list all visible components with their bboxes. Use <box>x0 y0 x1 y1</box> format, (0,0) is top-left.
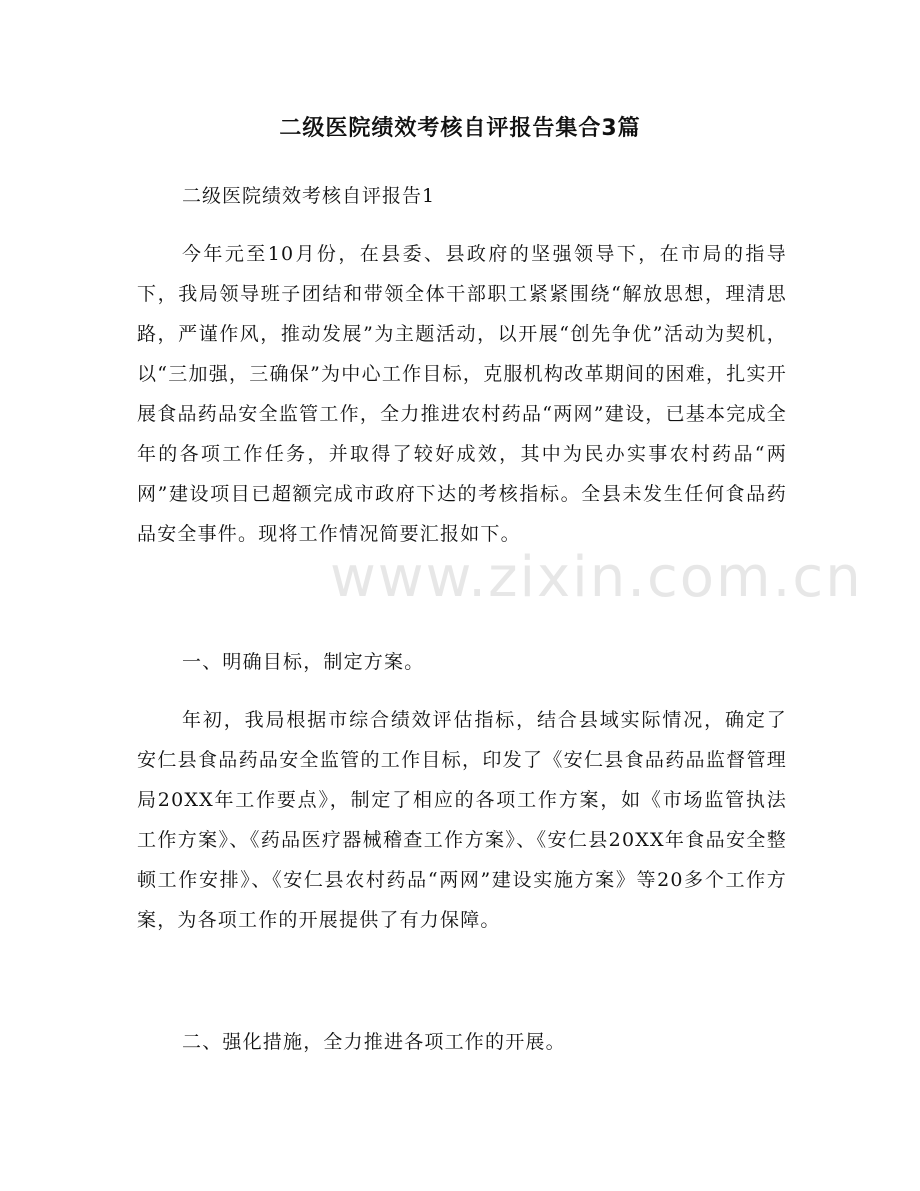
section-heading-1: 一、明确目标，制定方案。 <box>182 651 425 673</box>
paragraph-intro: 今年元至10月份，在县委、县政府的坚强领导下，在市局的指导下，我局领导班子团结和带领全体干部职工紧紧围绕“解放思想，理清思路，严谨作风，推动发展”为主题活动，以开展“创先争优”活动为契机，以“三加强，三确保”为中心工作目标，克服机构改革期间的困难，扎实开展食品药品安全监管工作，全力推进农村药品“两网”建设，已基本完成全年的各项工作任务，并取得了较好成效，其中为民办实事农村药品“两网”建设项目已超额完成市政府下达的考核指标。全县未发生任何食品药品安全事件。现将工作情况简要汇报如下。 <box>137 243 787 545</box>
report-subtitle: 二级医院绩效考核自评报告1 <box>182 185 436 207</box>
document-title: 二级医院绩效考核自评报告集合3篇 <box>279 116 641 141</box>
watermark: www.zixin.com.cn <box>330 545 863 610</box>
section-heading-2: 二、强化措施，全力推进各项工作的开展。 <box>182 1031 566 1053</box>
paragraph-section-1: 年初，我局根据市综合绩效评估指标，结合县域实际情况，确定了安仁县食品药品安全监管的工作目标，印发了《安仁县食品药品监督管理局20XX年工作要点》，制定了相应的各项工作方案，如《市场监管执法工作方案》、《药品医疗器械稽查工作方案》、《安仁县20XX年食品安全整顿工作安排》、《安仁县农村药品“两网”建设实施方案》等20多个工作方案，为各项工作的开展提供了有力保障。 <box>137 709 787 931</box>
